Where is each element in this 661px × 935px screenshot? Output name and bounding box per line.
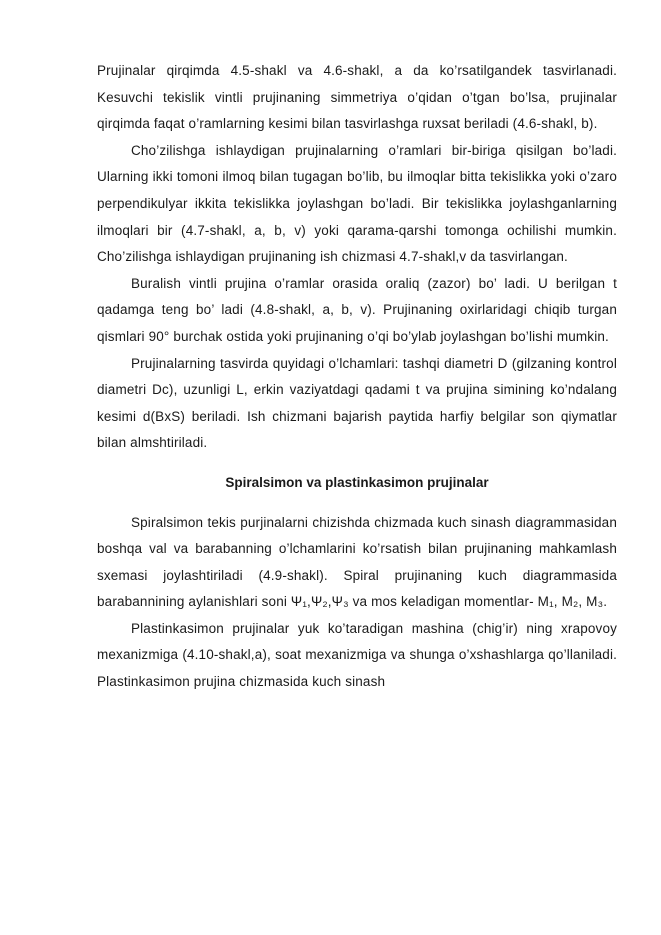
paragraph-1: Prujinalar qirqimda 4.5-shakl va 4.6-shakl, a da ko’rsatilgandek tasvirlanadi. Kesuvchi tekislik vintli prujinaning simmetriya o’qidan o’tgan bo’lsa, prujinalar qirqimda faqat o’ramlarning kesimi bilan tasvirlashga ruxsat beriladi (4.6-shakl, b).	[97, 63, 617, 132]
paragraph-5: Spiralsimon tekis purjinalarni chizishda chizmada kuch sinash diagrammasidan boshqa val va barabanning o’lchamlarini ko’rsatish bilan prujinaning mahkamlash sxemasi joylashtiriladi (4.9-shakl). Spiral prujinaning kuch diagrammasida barabannining aylanishlari soni Ψ₁,Ψ₂,Ψ₃ va mos keladigan momentlar- M₁, M₂, M₃.	[97, 514, 617, 610]
paragraph-3: Buralish vintli prujina o’ramlar orasida oraliq (zazor) bo’ ladi. U berilgan t qadamga teng bo’ ladi (4.8-shakl, a, b, v). Prujinaning oxirlaridagi chiqib turgan qismlari 90° burchak ostida yoki prujinaning o’qi bo’ylab joylashgan bo’lishi mumkin.	[97, 275, 617, 344]
document-page	[97, 58, 617, 696]
paragraph-2: Cho’zilishga ishlaydigan prujinalarning o’ramlari bir-biriga qisilgan bo’ladi. Ularning ikki tomoni ilmoq bilan tugagan bo’lib, bu ilmoqlar bitta tekislikka yoki o’zaro perpendikulyar ikkita tekislikka joylashgan bo’ladi. Bir tekislikka joylashganlarning ilmoqlari bir (4.7-shakl, a, b, v) yoki qarama-qarshi tomonga ochilishi mumkin. Cho’zilishga ishlaydigan prujinaning ish chizmasi 4.7-shakl,v da tasvirlangan.	[97, 142, 617, 265]
section-heading: Spiralsimon va plastinkasimon prujinalar	[225, 474, 489, 490]
paragraph-4: Prujinalarning tasvirda quyidagi o’lchamlari: tashqi diametri D (gilzaning kontrol diametri Dc), uzunligi L, erkin vaziyatdagi qadami t va prujina simining ko’ndalang kesimi d(BxS) beriladi. Ish chizmani bajarish paytida harfiy belgilar son qiymatlar bilan almshtiriladi.	[97, 355, 617, 451]
paragraph-6: Plastinkasimon prujinalar yuk ko’taradigan mashina (chig’ir) ning xrapovoy mexanizmiga (4.10-shakl,a), soat mexanizmiga va shunga o’xshashlarga qo’llaniladi. Plastinkasimon prujina chizmasida kuch sinash	[97, 620, 617, 690]
